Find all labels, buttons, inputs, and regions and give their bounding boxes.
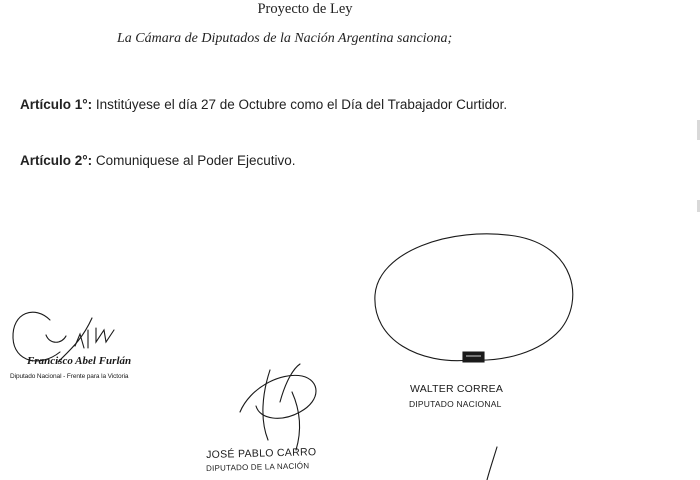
article-2	[20, 153, 296, 168]
signature-carro-mark	[240, 364, 316, 450]
signature-title: DIPUTADO DE LA NACIÓN	[206, 461, 310, 473]
signature-title: Diputado Nacional - Frente para la Victoria	[10, 373, 129, 380]
signature-name: WALTER CORREA	[410, 383, 504, 395]
article-2-label: Artículo 2°:	[20, 153, 93, 168]
document-preamble: La Cámara de Diputados de la Nación Argentina sanciona;	[117, 31, 453, 46]
signature-name: JOSÉ PABLO CARRO	[206, 446, 317, 461]
article-2-text: Comuniquese al Poder Ejecutivo.	[92, 153, 296, 168]
article-1-label: Artículo 1°:	[20, 97, 93, 112]
document-title: Proyecto de Ley	[257, 1, 353, 17]
signature-partial-mark	[487, 447, 497, 480]
article-1	[20, 97, 507, 112]
signature-title: DIPUTADO NACIONAL	[409, 399, 502, 409]
signature-correa-mark	[375, 234, 573, 362]
article-1-text: Institúyese el día 27 de Octubre como el Día del Trabajador Curtidor.	[92, 97, 508, 112]
signature-name: Francisco Abel Furlán	[27, 355, 132, 367]
